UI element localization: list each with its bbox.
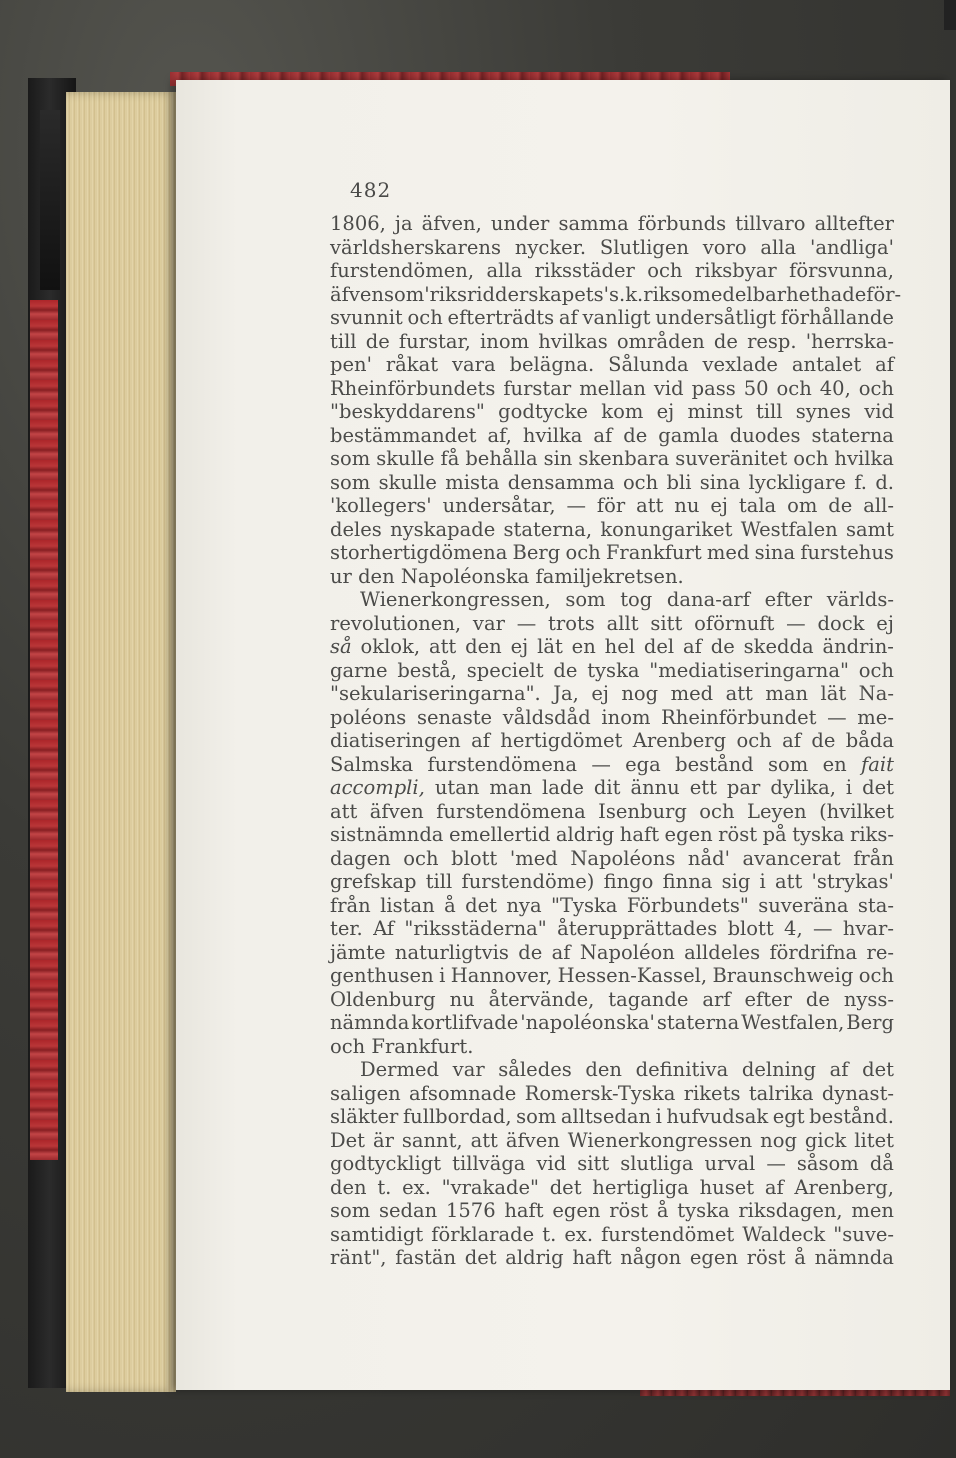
text-line: som sedan 1576 haft egen röst å tyska riksdagen, men: [330, 1199, 894, 1222]
text-line: dagen och blott 'med Napoléons nåd' avancerat från: [330, 846, 894, 870]
text-line: 1806, ja äfven, under samma förbunds tillvaro alltefter: [330, 212, 894, 235]
text-line: så oklok, att den ej lät en hel del af de skedda ändrin-: [330, 635, 894, 658]
text-line: den t. ex. "vrakade" det hertigliga huset af Arenberg,: [330, 1175, 894, 1199]
text-line: Wienerkongressen, som tog dana-arf efter världs-: [360, 588, 894, 611]
text-line: diatiseringen af hertigdömet Arenberg och af de båda: [330, 729, 894, 752]
text-line: godtyckligt tillväga vid sitt slutliga urval — såsom då: [330, 1152, 894, 1175]
text-line: 'kollegers' undersåtar, — för att nu ej tala om de all-: [330, 494, 894, 517]
text-line: deles nyskapade staterna, konungariket Westfalen samt: [330, 517, 894, 541]
text-line: jämte naturligtvis de af Napoléon alldeles fördrifna re-: [330, 940, 894, 964]
text-line: Rheinförbundets furstar mellan vid pass 50 och 40, och: [330, 376, 894, 400]
page-block-edges: [66, 92, 176, 1392]
text-line: världsherskarens nycker. Slutligen voro alla 'andliga': [330, 235, 894, 259]
text-line: grefskap till furstendöme) fingo finna sig i att 'strykas': [330, 870, 894, 893]
text-line: svunnit och efterträdts af vanligt undersåtligt förhållande: [330, 306, 894, 329]
text-line: genthusen i Hannover, Hessen-Kassel, Braunschweig och: [330, 964, 894, 987]
text-line: samtidigt förklarade t. ex. furstendömet Waldeck "suve-: [330, 1222, 894, 1246]
text-line: revolutionen, var — trots allt sitt oförnuft — dock ej: [330, 611, 894, 635]
text-line: och Frankfurt.: [330, 1034, 474, 1058]
text-line: accompli, utan man lade dit ännu ett par dylika, i det: [330, 776, 894, 799]
text-line: saligen afsomnade Romersk-Tyska rikets talrika dynast-: [330, 1081, 894, 1105]
body-text: [330, 212, 902, 1270]
text-line: garne bestå, specielt de tyska "mediatiseringarna" och: [330, 658, 894, 682]
text-line: "beskyddarens" godtycke kom ej minst till synes vid: [330, 400, 894, 423]
text-line: ur den Napoléonska familjekretsen.: [330, 564, 684, 588]
text-line: sistnämnda emellertid aldrig haft egen röst på tyska riks-: [330, 823, 894, 846]
text-line: Salmska furstendömena — ega bestånd som en fait: [330, 752, 894, 776]
text-line: storhertigdömena Berg och Frankfurt med sina furstehus: [330, 541, 894, 564]
text-line: från listan å det nya "Tyska Förbundets" suveräna sta-: [330, 893, 894, 917]
text-line: furstendömen, alla riksstäder och riksbyar försvunna,: [330, 259, 894, 282]
scan-artifact: [944, 0, 956, 30]
text-line: äfvensom 'riksridderskapets' s. k. riksomedelbarhet hade för-: [330, 282, 902, 306]
text-line: Dermed var således den definitiva delning af det: [360, 1058, 894, 1081]
text-line: Oldenburg nu återvände, tagande arf efter de nyss-: [330, 987, 894, 1011]
text-line: som skulle få behålla sin skenbara suveränitet och hvilka: [330, 447, 894, 470]
text-line: pen' råkat vara belägna. Sålunda vexlade antalet af: [330, 353, 894, 376]
text-line: bestämmandet af, hvilka af de gamla duodes staterna: [330, 423, 894, 447]
text-line: "sekulariseringarna". Ja, ej nog med att man lät Na-: [330, 682, 894, 705]
text-line: släkter fullbordad, som alltsedan i hufvudsak egt bestånd.: [330, 1105, 894, 1128]
page-number: 482: [350, 178, 392, 202]
text-line: som skulle mista densamma och bli sina lyckligare f. d.: [330, 470, 894, 494]
text-line: ränt", fastän det aldrig haft någon egen röst å nämnda: [330, 1246, 894, 1269]
text-line: att äfven furstendömena Isenburg och Leyen (hvilket: [330, 799, 894, 823]
text-line: poléons senaste våldsdåd inom Rheinförbundet — me-: [330, 705, 894, 729]
text-line: till de furstar, inom hvilkas områden de resp. 'herrska-: [330, 329, 894, 353]
binding-shadow: [40, 110, 60, 290]
text-line: nämnda kortlifvade 'napoléonska' staterna Westfalen, Berg: [330, 1011, 894, 1034]
text-line: Det är sannt, att äfven Wienerkongressen nog gick litet: [330, 1128, 894, 1152]
red-page-edge: [30, 300, 58, 1160]
text-line: ter. Af "riksstäderna" återupprättades blott 4, — hvar-: [330, 917, 894, 940]
